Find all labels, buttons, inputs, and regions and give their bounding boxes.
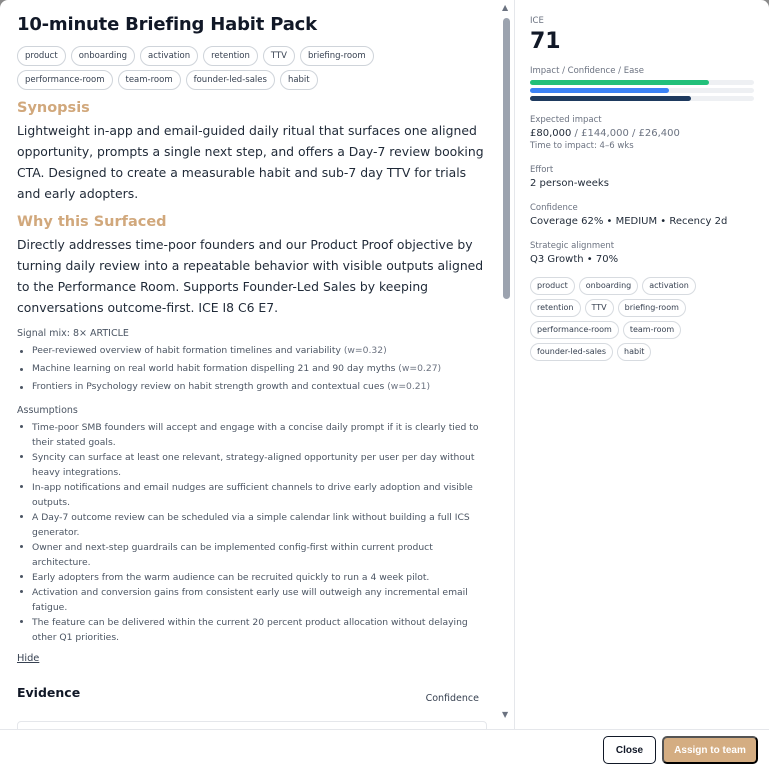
ice-bars [530,66,758,101]
tag[interactable]: product [530,277,575,295]
tag[interactable]: onboarding [579,277,638,295]
tag[interactable]: founder-led-sales [530,343,613,361]
signal-list [17,345,487,393]
idea-title: 10-minute Briefing Habit Pack [17,14,317,35]
assumption-item: The feature can be delivered within the current 20 percent product allocation without delaying other Q1 priorities. [17,615,487,645]
scrollbar[interactable] [500,2,514,721]
tag-list [17,46,447,90]
scroll-thumb[interactable] [503,18,510,299]
impact-bar [530,80,754,85]
tag[interactable]: activation [642,277,696,295]
assumptions-heading: Assumptions [17,405,78,416]
scroll-up-icon[interactable]: ▲ [502,3,509,12]
assumption-item: Activation and conversion gains from consistent early use will outweigh any incremental email fatigue. [17,585,487,615]
tag[interactable]: team-room [623,321,681,339]
modal-footer [0,729,769,776]
score-panel [530,16,758,361]
confidence-column-heading: Confidence [425,693,479,704]
tag[interactable]: briefing-room [618,299,686,317]
signal-item: Peer-reviewed overview of habit formation timelines and variability (w=0.32) [17,345,487,357]
assumption-item: Syncity can surface at least one relevant, strategy-aligned opportunity per user per day without heavy integrations. [17,450,487,480]
assumption-item: In-app notifications and email nudges are sufficient channels to drive early adoption and visible outputs. [17,480,487,510]
confidence-label: Confidence [530,203,578,213]
why-text: Directly addresses time-poor founders and our Product Proof objective by turning daily review into a repeatable behavior with visible outputs aligned to the Performance Room. Supports Founder-Led Sales by keeping conversations outcome-first. ICE I8 C6 E7. [17,237,484,315]
scroll-down-icon[interactable]: ▼ [502,710,509,719]
tag[interactable]: performance-room [530,321,619,339]
close-button[interactable]: Close [603,736,656,764]
bars-label: Impact / Confidence / Ease [530,66,644,76]
signal-mix: Signal mix: 8× ARTICLE [17,328,129,339]
strategic-alignment [530,241,758,265]
impact-bar-fill [530,80,709,85]
tag[interactable]: product [17,46,66,66]
evidence-header [17,681,487,721]
tag[interactable]: retention [530,299,581,317]
why-heading: Why this Surfaced [17,214,167,230]
assumption-item: Time-poor SMB founders will accept and engage with a concise daily prompt if it is clearly tied to their stated goals. [17,420,487,450]
ice-score: 71 [530,29,561,54]
signal-item: Machine learning on real world habit formation dispelling 21 and 90 day myths (w=0.27) [17,363,487,375]
ease-bar-fill [530,96,691,101]
synopsis-heading: Synopsis [17,100,90,116]
tag[interactable]: habit [280,70,318,90]
synopsis-text: Lightweight in-app and email-guided daily ritual that surfaces one aligned opportunity, prompts a single next step, and offers a Day-7 review booking CTA. Designed to create a measurable habit and sub-7 day TTV for trials and early adopters. [17,123,484,201]
alignment-label: Strategic alignment [530,241,615,251]
assumption-item: Owner and next-step guardrails can be implemented config-first within current product architecture. [17,540,487,570]
assumptions-list [17,420,487,645]
tag[interactable]: TTV [585,299,614,317]
panel-divider [514,0,515,729]
tag[interactable]: onboarding [71,46,135,66]
assumption-item: Early adopters from the warm audience can be recruited quickly to run a 4 week pilot. [17,570,487,585]
effort-value: 2 person-weeks [530,178,609,189]
expected-impact-value: £80,000 / £144,000 / £26,400 [530,128,680,139]
confidence-bar-fill [530,88,669,93]
tag[interactable]: activation [140,46,198,66]
ice-label: ICE [530,16,544,26]
effort-label: Effort [530,165,554,175]
expected-impact-label: Expected impact [530,115,602,125]
ease-bar [530,96,754,101]
assumption-item: A Day-7 outcome review can be scheduled via a simple calendar link without building a full ICS generator. [17,510,487,540]
alignment-value: Q3 Growth • 70% [530,254,619,265]
tag[interactable]: habit [617,343,651,361]
tag[interactable]: performance-room [17,70,113,90]
panel-tag-list [530,277,750,361]
confidence-bar [530,88,754,93]
tag[interactable]: briefing-room [300,46,374,66]
tag[interactable]: TTV [263,46,295,66]
expected-impact [530,115,758,151]
confidence-value: Coverage 62% • MEDIUM • Recency 2d [530,216,728,227]
tag[interactable]: retention [203,46,258,66]
time-to-impact: Time to impact: 4–6 wks [530,141,634,151]
tag[interactable]: founder-led-sales [186,70,275,90]
signal-item: Frontiers in Psychology review on habit strength growth and contextual cues (w=0.21) [17,381,487,393]
tag[interactable]: team-room [118,70,181,90]
evidence-heading: Evidence [17,685,81,700]
effort [530,165,758,189]
confidence [530,203,758,227]
hide-link[interactable]: Hide [17,653,40,664]
assign-to-team-button[interactable]: Assign to team [662,736,758,764]
